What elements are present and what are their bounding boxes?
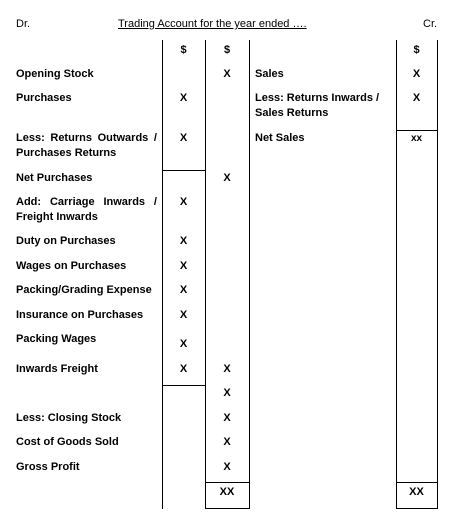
less-closing-stock-label: Less: Closing Stock (16, 412, 122, 424)
total-rule-bottom-right (396, 508, 437, 509)
subtotal-rule-purchases (162, 170, 205, 171)
currency-col3: $ (413, 44, 420, 56)
col-line-1 (162, 40, 163, 509)
less-returns-outwards-label-line1: Less: Returns Outwards / (16, 132, 157, 144)
net-sales-label: Net Sales (255, 132, 305, 144)
add-carriage-label-line1: Add: Carriage Inwards / (16, 196, 157, 208)
returns-inwards-label-line2: Sales Returns (255, 107, 329, 119)
wages-label: Wages on Purchases (16, 260, 127, 272)
credit-total: XX (409, 486, 424, 498)
cogs-label: Cost of Goods Sold (16, 436, 119, 448)
inwards-freight-amount: X (179, 363, 188, 375)
subtotal-rule-sales (396, 130, 437, 131)
returns-inwards-label-line1: Less: Returns Inwards / (255, 92, 380, 104)
duty-label: Duty on Purchases (16, 235, 116, 247)
cr-label: Cr. (423, 18, 438, 30)
gross-profit-label: Gross Profit (16, 461, 80, 473)
less-returns-outwards-label-line2: Purchases Returns (16, 147, 117, 159)
packing-wages-amount: X (179, 338, 188, 350)
col-line-5 (437, 40, 438, 509)
packing-grading-label: Packing/Grading Expense (16, 284, 152, 296)
closing-stock-amount: X (223, 412, 231, 424)
opening-stock-amount: X (223, 68, 231, 80)
total-rule-bottom-left (205, 508, 249, 509)
duty-amount: X (179, 235, 188, 247)
total-rule-top-left (205, 482, 249, 483)
currency-col1: $ (180, 44, 187, 56)
gross-profit-amount: X (223, 461, 231, 473)
net-purchases-amount: X (223, 172, 231, 184)
wages-amount: X (179, 260, 188, 272)
returns-inwards-amount: X (412, 92, 421, 104)
inwards-freight-label: Inwards Freight (16, 363, 98, 375)
account-title: Trading Account for the year ended …. (118, 18, 307, 30)
sales-amount: X (412, 68, 421, 80)
insurance-label: Insurance on Purchases (16, 309, 144, 321)
net-sales-amount: xx (410, 133, 423, 144)
debit-total: XX (219, 486, 235, 498)
net-purchases-label: Net Purchases (16, 172, 93, 184)
currency-col2: $ (223, 44, 231, 56)
sales-label: Sales (255, 68, 284, 80)
add-carriage-label-line2: Freight Inwards (16, 211, 98, 223)
packing-wages-label: Packing Wages (16, 333, 97, 345)
col-line-3 (249, 40, 250, 509)
opening-stock-label: Opening Stock (16, 68, 94, 80)
cogs-amount: X (223, 436, 231, 448)
subtotal-amount: X (223, 387, 231, 399)
carriage-amount: X (179, 196, 188, 208)
packing-grading-amount: X (179, 284, 188, 296)
purchases-amount: X (179, 92, 188, 104)
subtotal-rule-expenses (162, 385, 205, 386)
dr-label: Dr. (16, 18, 31, 30)
total-rule-top-right (396, 482, 437, 483)
col-line-4 (396, 40, 397, 509)
insurance-amount: X (179, 309, 188, 321)
purchases-label: Purchases (16, 92, 72, 104)
returns-outwards-amount: X (179, 132, 188, 144)
inwards-freight-total: X (223, 363, 231, 375)
